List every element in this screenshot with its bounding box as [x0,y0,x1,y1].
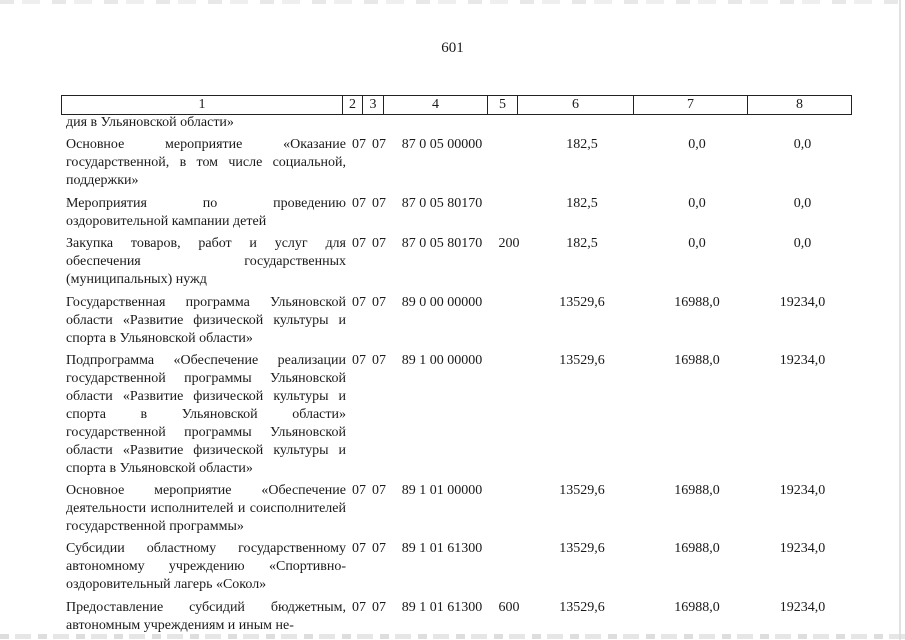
row-amount-col8: 0,0 [793,196,812,211]
row-target-article: 89 0 00 00000 [401,295,483,310]
row-target-article: 89 1 00 00000 [401,353,483,368]
row-subsection: 07 [372,236,386,251]
column-header-7: 7 [634,96,748,115]
row-amount-col6: 182,5 [566,137,598,152]
row-name: Закупка товаров, работ и услуг для обеспечения государственных (муниципальных) нужд [66,236,346,287]
column-header-2: 2 [343,96,363,115]
row-amount-col6: 182,5 [566,236,598,251]
table-row [61,482,851,540]
table-row [61,540,851,599]
row-name: Субсидии областному государственному автономному учреждению «Спортивно-оздоровительный лагерь «Сокол» [66,541,346,592]
row-name: Основное мероприятие «Оказание государственной, в том числе социальной, поддержки» [66,137,346,188]
row-amount-col8: 19234,0 [779,483,826,498]
column-header-1: 1 [62,96,343,115]
table-row [61,114,851,136]
row-amount-col7: 0,0 [688,196,706,211]
row-target-article: 87 0 05 80170 [401,236,483,251]
row-section: 07 [352,483,366,498]
row-subsection: 07 [372,295,386,310]
row-name: Государственная программа Ульяновской области «Развитие физической культуры и спорта в Ульяновской области» [66,295,346,346]
row-target-article: 89 1 01 61300 [401,541,483,556]
row-target-article: 87 0 05 00000 [401,137,483,152]
row-name: Подпрограмма «Обеспечение реализации государственной программы Ульяновской области «Развитие физической культуры и спорта в Ульяновской области» государственной программы Ульяновской области «Развитие физической культуры и спорта в Ульяновской области» [66,353,346,476]
row-amount-col7: 16988,0 [674,600,720,615]
column-header-4: 4 [384,96,488,115]
row-target-article: 89 1 01 61300 [401,600,483,615]
table-row [61,195,851,235]
row-amount-col6: 13529,6 [559,295,605,310]
row-amount-col7: 0,0 [688,236,706,251]
row-subsection: 07 [372,600,386,615]
table-row [61,136,851,195]
row-section: 07 [352,196,366,211]
row-amount-col6: 13529,6 [559,600,605,615]
row-name: Основное мероприятие «Обеспечение деятельности исполнителей и соисполнителей государственной программы» [66,483,346,534]
scan-artifact-top [0,0,905,4]
row-amount-col7: 16988,0 [674,483,720,498]
row-amount-col6: 182,5 [566,196,598,211]
row-amount-col6: 13529,6 [559,541,605,556]
row-section: 07 [352,137,366,152]
row-name: Предоставление субсидий бюджетным, автономным учреждениям и иным не- [66,600,346,633]
row-subsection: 07 [372,196,386,211]
row-amount-col8: 19234,0 [779,353,826,368]
row-section: 07 [352,236,366,251]
column-header-3: 3 [363,96,384,115]
row-amount-col8: 19234,0 [779,541,826,556]
row-section: 07 [352,295,366,310]
table-row [61,352,851,482]
row-amount-col7: 16988,0 [674,353,720,368]
row-subsection: 07 [372,353,386,368]
column-header-row [62,96,852,115]
row-amount-col8: 19234,0 [779,600,826,615]
row-amount-col6: 13529,6 [559,483,605,498]
row-expense-type: 600 [498,600,520,615]
page-number: 601 [441,40,464,56]
row-amount-col6: 13529,6 [559,353,605,368]
row-amount-col8: 19234,0 [779,295,826,310]
column-header-8: 8 [748,96,852,115]
row-target-article: 87 0 05 80170 [401,196,483,211]
row-name: дия в Ульяновской области» [66,115,234,130]
column-header-5: 5 [488,96,518,115]
row-target-article: 89 1 01 00000 [401,483,483,498]
row-name: Мероприятия по проведению оздоровительной кампании детей [66,196,346,229]
table-row [61,235,851,294]
table-row [61,294,851,352]
row-expense-type: 200 [498,236,520,251]
row-amount-col8: 0,0 [793,137,812,152]
column-header-6: 6 [518,96,634,115]
row-amount-col7: 16988,0 [674,541,720,556]
table-row [61,599,851,635]
row-section: 07 [352,541,366,556]
row-subsection: 07 [372,483,386,498]
column-header-table [61,95,852,115]
row-amount-col7: 0,0 [688,137,706,152]
row-subsection: 07 [372,137,386,152]
scan-artifact-right [899,0,901,640]
row-amount-col8: 0,0 [793,236,812,251]
budget-table-body [61,114,851,635]
row-amount-col7: 16988,0 [674,295,720,310]
row-section: 07 [352,600,366,615]
row-subsection: 07 [372,541,386,556]
row-section: 07 [352,353,366,368]
